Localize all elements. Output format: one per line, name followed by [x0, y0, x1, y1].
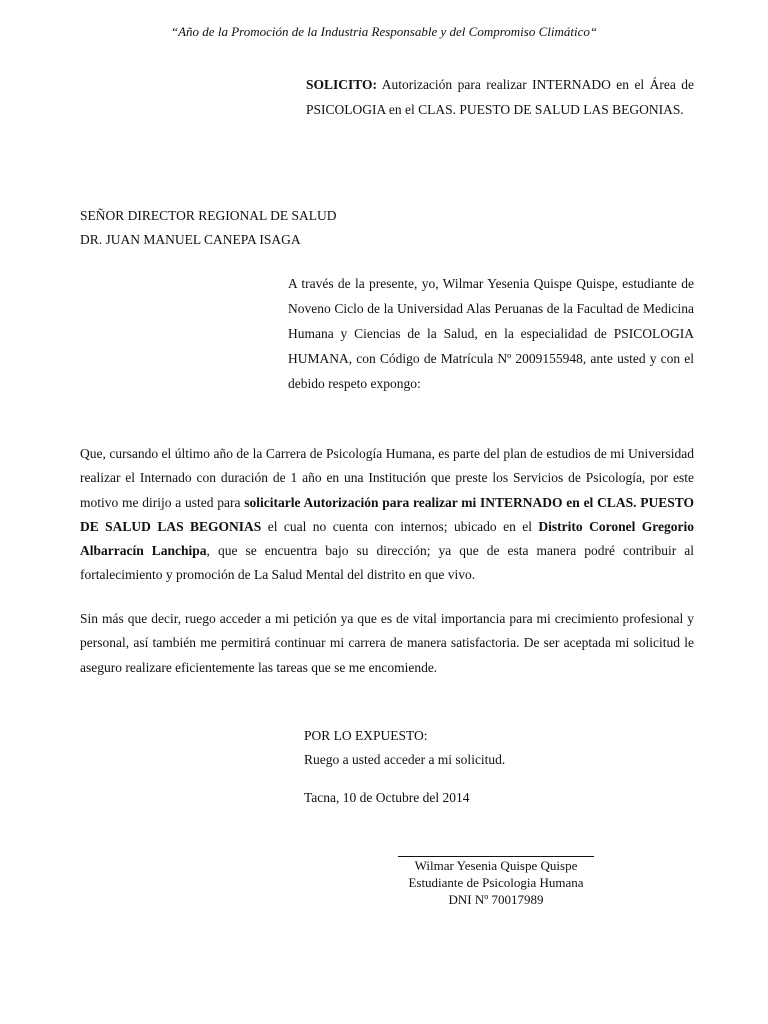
date-line: Tacna, 10 de Octubre del 2014 [304, 790, 470, 805]
document-motto: “Año de la Promoción de la Industria Responsable y del Compromiso Climático“ [170, 24, 598, 39]
body-text-1: Que, cursando el último año de la Carrera de Psicología Humana, es parte del plan de estudios de mi Universidad realizar el Internado con duración de 1 año en una Institución que preste los Servicios de Psicología, por este motivo me dirijo a usted para [80, 446, 694, 510]
body-text-2: el cual no cuenta con internos; ubicado en el [261, 518, 539, 534]
body-paragraph-2: Sin más que decir, ruego acceder a mi petición ya que es de vital importancia para mi crecimiento profesional y personal, así también me permitirá continuar mi carrera de manera satisfactoria. De ser aceptada mi solicitud le aseguro realizare eficientemente las tareas que se me encomiende. [80, 611, 694, 675]
addressee-name: DR. JUAN MANUEL CANEPA ISAGA [80, 232, 301, 247]
subject-block [306, 72, 694, 122]
signature-dni: DNI Nº 70017989 [448, 892, 544, 907]
addressee-title: SEÑOR DIRECTOR REGIONAL DE SALUD [80, 208, 337, 223]
body-paragraph-1 [80, 442, 694, 588]
closing-line-1: POR LO EXPUESTO: [304, 728, 428, 743]
body-bold-request: solicitarle Autorización para realizar mi INTERNADO en el CLAS. PUESTO DE SALUD LAS BEGONIAS [80, 494, 694, 534]
signature-title: Estudiante de Psicologia Humana [408, 875, 584, 890]
intro-paragraph: A través de la presente, yo, Wilmar Yesenia Quispe Quispe, estudiante de Noveno Ciclo de la Universidad Alas Peruanas de la Facultad de Medicina Humana y Ciencias de la Salud, en la especialidad de PSICOLOGIA HUMANA, con Código de Matrícula Nº 2009155948, ante usted y con el debido respeto expongo: [288, 276, 694, 391]
signature-block [398, 856, 594, 908]
addressee-block [80, 204, 337, 252]
subject-label: SOLICITO: [306, 77, 378, 92]
closing-block [304, 724, 505, 772]
body-text-3: , que se encuentra bajo su dirección; ya que de esta manera podré contribuir al fortalecimiento y promoción de La Salud Mental del distrito en que vivo. [80, 543, 695, 583]
closing-line-2: Ruego a usted acceder a mi solicitud. [304, 752, 506, 767]
subject-text: Autorización para realizar INTERNADO en el Área de PSICOLOGIA en el CLAS. PUESTO DE SALUD LAS BEGONIAS. [306, 77, 694, 117]
signature-name: Wilmar Yesenia Quispe Quispe [414, 858, 578, 873]
body-bold-district: Distrito Coronel Gregorio Albarracín Lanchipa [80, 518, 694, 559]
